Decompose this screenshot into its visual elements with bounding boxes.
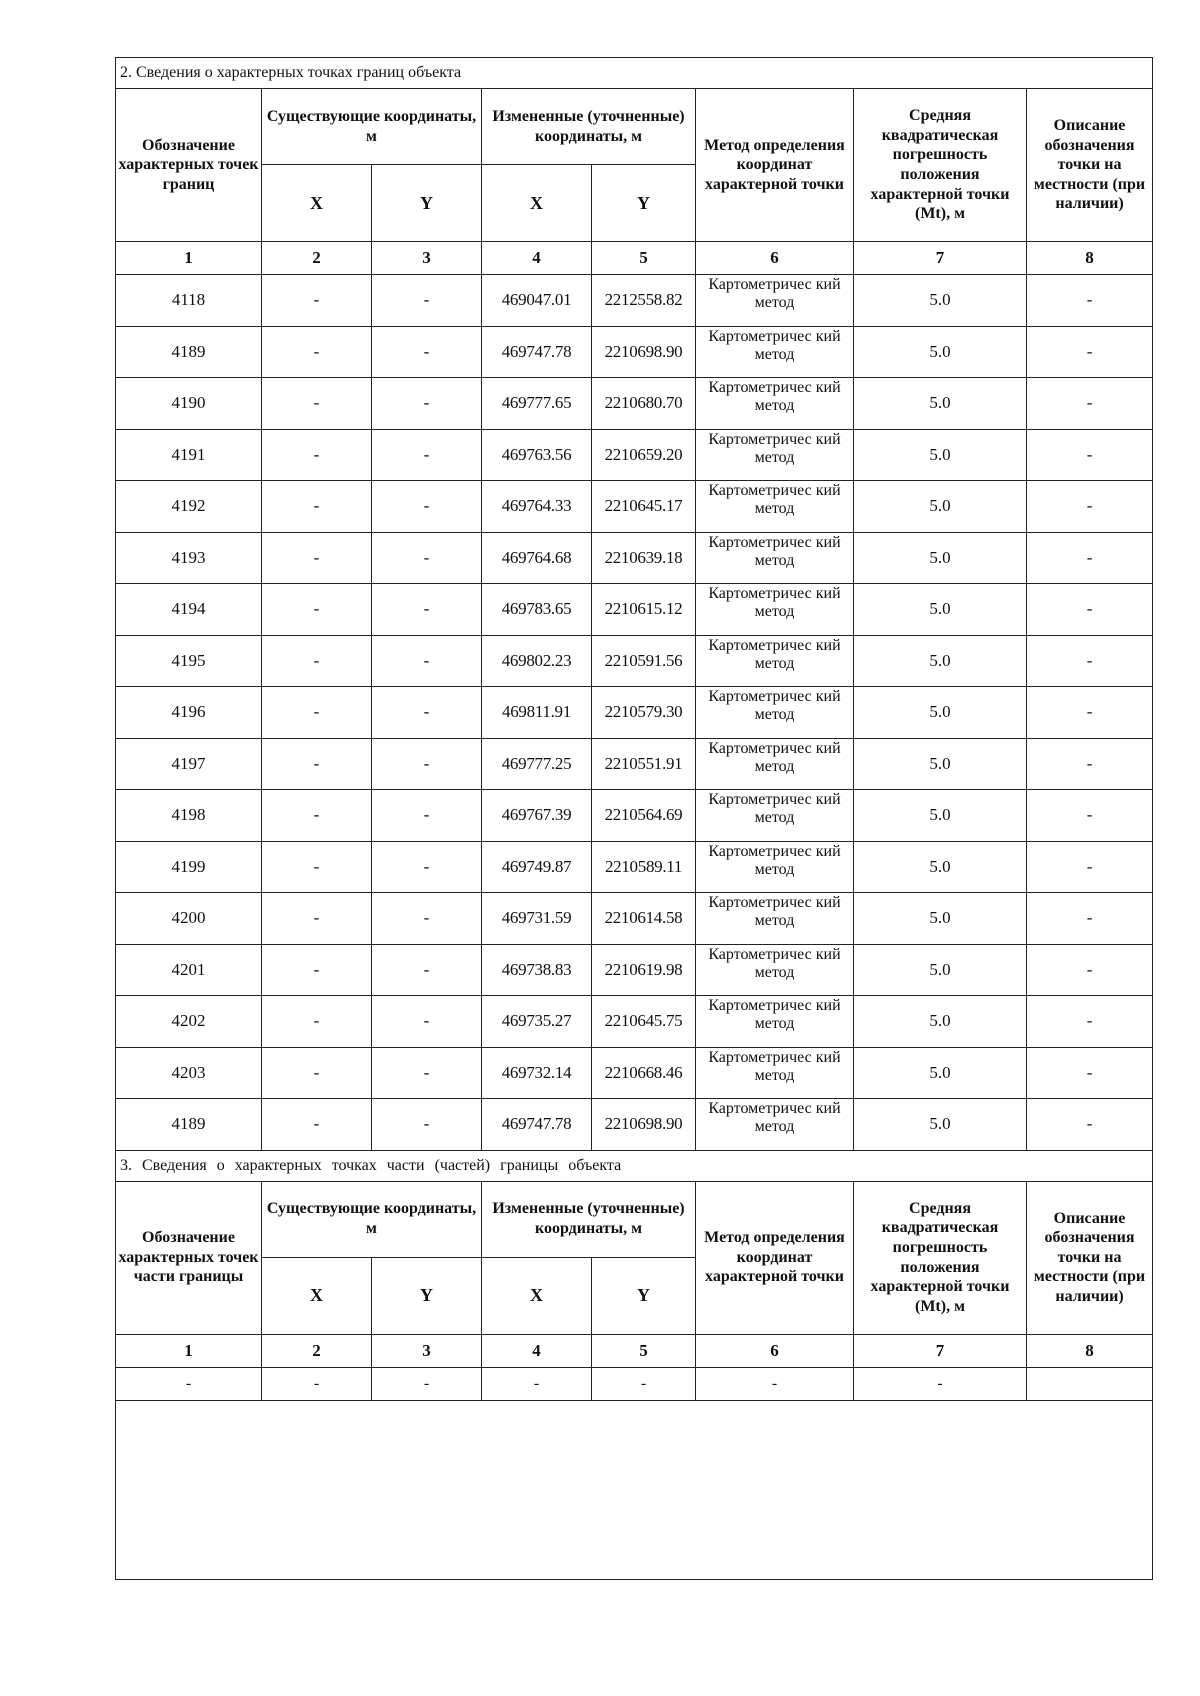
section-3-rows: [116, 1367, 1153, 1400]
changed-y-value: 2210589.11: [592, 841, 696, 893]
description-value: -: [1027, 532, 1153, 584]
table-row: [116, 1099, 1153, 1151]
changed-x-value: 469802.23: [482, 635, 592, 687]
existing-y-value: -: [372, 893, 482, 945]
column-number: 7: [854, 1334, 1027, 1367]
mean-error-value: 5.0: [854, 1047, 1027, 1099]
column-number: 7: [854, 242, 1027, 275]
existing-x-value: -: [262, 378, 372, 430]
method-value: Картометричес кий метод: [696, 532, 854, 584]
column-number-row: [116, 242, 1153, 275]
column-number: 2: [262, 242, 372, 275]
column-number: 3: [372, 1334, 482, 1367]
method-value: Картометричес кий метод: [696, 1047, 854, 1099]
changed-y-value: 2210668.46: [592, 1047, 696, 1099]
existing-x-value: -: [262, 1099, 372, 1151]
section-2-rows: [116, 275, 1153, 1151]
description-value: -: [1027, 841, 1153, 893]
description-value: -: [1027, 584, 1153, 636]
description-value: -: [1027, 996, 1153, 1048]
description-value: -: [1027, 635, 1153, 687]
changed-y-value: 2210645.75: [592, 996, 696, 1048]
column-number: 8: [1027, 1334, 1153, 1367]
changed-x-value: 469735.27: [482, 996, 592, 1048]
table-row: [116, 1367, 1153, 1400]
existing-x-value: -: [262, 326, 372, 378]
table-row: [116, 944, 1153, 996]
changed-x-value: -: [482, 1367, 592, 1400]
existing-y-value: -: [372, 738, 482, 790]
description-value: -: [1027, 738, 1153, 790]
existing-y-value: -: [372, 378, 482, 430]
point-designation: 4190: [116, 378, 262, 430]
point-designation: 4191: [116, 429, 262, 481]
changed-y-value: 2212558.82: [592, 275, 696, 327]
existing-y-value: -: [372, 1099, 482, 1151]
blank-area: [116, 1400, 1153, 1579]
existing-y-value: -: [372, 326, 482, 378]
point-designation: 4193: [116, 532, 262, 584]
changed-x-value: 469764.33: [482, 481, 592, 533]
changed-x-value: 469777.65: [482, 378, 592, 430]
table-row: [116, 790, 1153, 842]
changed-y-value: 2210645.17: [592, 481, 696, 533]
existing-y-value: -: [372, 584, 482, 636]
mean-error-value: 5.0: [854, 275, 1027, 327]
changed-y-value: 2210698.90: [592, 326, 696, 378]
method-value: Картометричес кий метод: [696, 635, 854, 687]
header-changed-y: Y: [592, 165, 696, 242]
method-value: Картометричес кий метод: [696, 738, 854, 790]
column-number: 6: [696, 242, 854, 275]
changed-y-value: 2210564.69: [592, 790, 696, 842]
point-designation: 4197: [116, 738, 262, 790]
description-value: [1027, 1367, 1153, 1400]
method-value: Картометричес кий метод: [696, 275, 854, 327]
column-number: 8: [1027, 242, 1153, 275]
column-number: 5: [592, 1334, 696, 1367]
changed-x-value: 469738.83: [482, 944, 592, 996]
description-value: -: [1027, 275, 1153, 327]
table-row: [116, 1047, 1153, 1099]
mean-error-value: 5.0: [854, 790, 1027, 842]
changed-y-value: 2210551.91: [592, 738, 696, 790]
table-row: [116, 841, 1153, 893]
table-row: [116, 635, 1153, 687]
mean-error-value: 5.0: [854, 996, 1027, 1048]
existing-y-value: -: [372, 635, 482, 687]
description-value: -: [1027, 326, 1153, 378]
header-mean-error: Средняя квадратическая погрешность положения характерной точки (Mt), м: [854, 89, 1027, 242]
mean-error-value: 5.0: [854, 1099, 1027, 1151]
mean-error-value: 5.0: [854, 532, 1027, 584]
column-number: 4: [482, 1334, 592, 1367]
existing-x-value: -: [262, 635, 372, 687]
point-designation: 4203: [116, 1047, 262, 1099]
section-2-title: 2. Сведения о характерных точках границ объекта: [116, 58, 1153, 89]
description-value: -: [1027, 481, 1153, 533]
table-row: [116, 481, 1153, 533]
header-designation: Обозначение характерных точек границ: [116, 89, 262, 242]
description-value: -: [1027, 429, 1153, 481]
header-existing-coords: Существующие координаты, м: [262, 89, 482, 165]
existing-x-value: -: [262, 481, 372, 533]
existing-y-value: -: [372, 532, 482, 584]
table-row: [116, 429, 1153, 481]
method-value: -: [696, 1367, 854, 1400]
existing-x-value: -: [262, 1367, 372, 1400]
description-value: -: [1027, 1099, 1153, 1151]
point-designation: 4202: [116, 996, 262, 1048]
method-value: Картометричес кий метод: [696, 378, 854, 430]
changed-x-value: 469749.87: [482, 841, 592, 893]
existing-x-value: -: [262, 841, 372, 893]
changed-x-value: 469732.14: [482, 1047, 592, 1099]
description-value: -: [1027, 1047, 1153, 1099]
point-designation: 4192: [116, 481, 262, 533]
point-designation: 4189: [116, 1099, 262, 1151]
method-value: Картометричес кий метод: [696, 687, 854, 739]
changed-x-value: 469047.01: [482, 275, 592, 327]
point-designation: 4201: [116, 944, 262, 996]
changed-y-value: 2210680.70: [592, 378, 696, 430]
table-row: [116, 738, 1153, 790]
method-value: Картометричес кий метод: [696, 944, 854, 996]
existing-y-value: -: [372, 429, 482, 481]
existing-y-value: -: [372, 1367, 482, 1400]
method-value: Картометричес кий метод: [696, 893, 854, 945]
existing-x-value: -: [262, 687, 372, 739]
existing-x-value: -: [262, 532, 372, 584]
existing-y-value: -: [372, 1047, 482, 1099]
header-existing-y: Y: [372, 1257, 482, 1334]
column-number: 1: [116, 242, 262, 275]
section-3-title: 3. Сведения о характерных точках части (частей) границы объекта: [116, 1150, 1153, 1181]
mean-error-value: 5.0: [854, 841, 1027, 893]
empty-space: [116, 1400, 1153, 1579]
column-number-row: [116, 1334, 1153, 1367]
changed-y-value: 2210639.18: [592, 532, 696, 584]
mean-error-value: 5.0: [854, 738, 1027, 790]
changed-x-value: 469747.78: [482, 326, 592, 378]
table-row: [116, 378, 1153, 430]
point-designation: 4199: [116, 841, 262, 893]
table-row: [116, 996, 1153, 1048]
header-changed-coords: Измененные (уточненные) координаты, м: [482, 1181, 696, 1257]
mean-error-value: 5.0: [854, 635, 1027, 687]
header-description: Описание обозначения точки на местности (при наличии): [1027, 89, 1153, 242]
existing-y-value: -: [372, 996, 482, 1048]
changed-y-value: 2210579.30: [592, 687, 696, 739]
point-designation: 4118: [116, 275, 262, 327]
header-existing-y: Y: [372, 165, 482, 242]
changed-x-value: 469783.65: [482, 584, 592, 636]
section-2: [116, 58, 1153, 275]
header-changed-y: Y: [592, 1257, 696, 1334]
description-value: -: [1027, 790, 1153, 842]
changed-y-value: -: [592, 1367, 696, 1400]
header-changed-x: X: [482, 1257, 592, 1334]
existing-y-value: -: [372, 481, 482, 533]
column-number: 1: [116, 1334, 262, 1367]
existing-x-value: -: [262, 275, 372, 327]
section-3: [116, 1150, 1153, 1367]
header-changed-coords: Измененные (уточненные) координаты, м: [482, 89, 696, 165]
mean-error-value: 5.0: [854, 481, 1027, 533]
coordinates-table: [115, 57, 1153, 1580]
point-designation: 4189: [116, 326, 262, 378]
existing-x-value: -: [262, 738, 372, 790]
header-changed-x: X: [482, 165, 592, 242]
mean-error-value: 5.0: [854, 378, 1027, 430]
table-row: [116, 687, 1153, 739]
existing-y-value: -: [372, 790, 482, 842]
existing-x-value: -: [262, 893, 372, 945]
column-number: 6: [696, 1334, 854, 1367]
column-number: 2: [262, 1334, 372, 1367]
existing-y-value: -: [372, 687, 482, 739]
method-value: Картометричес кий метод: [696, 790, 854, 842]
method-value: Картометричес кий метод: [696, 1099, 854, 1151]
mean-error-value: 5.0: [854, 326, 1027, 378]
point-designation: 4200: [116, 893, 262, 945]
existing-y-value: -: [372, 841, 482, 893]
changed-y-value: 2210591.56: [592, 635, 696, 687]
existing-x-value: -: [262, 429, 372, 481]
changed-x-value: 469764.68: [482, 532, 592, 584]
point-designation: 4198: [116, 790, 262, 842]
header-existing-x: X: [262, 1257, 372, 1334]
changed-y-value: 2210619.98: [592, 944, 696, 996]
point-designation: 4196: [116, 687, 262, 739]
mean-error-value: -: [854, 1367, 1027, 1400]
changed-y-value: 2210615.12: [592, 584, 696, 636]
mean-error-value: 5.0: [854, 429, 1027, 481]
existing-x-value: -: [262, 996, 372, 1048]
table-row: [116, 326, 1153, 378]
table-row: [116, 275, 1153, 327]
changed-x-value: 469811.91: [482, 687, 592, 739]
existing-y-value: -: [372, 944, 482, 996]
point-designation: 4195: [116, 635, 262, 687]
changed-x-value: 469763.56: [482, 429, 592, 481]
changed-x-value: 469747.78: [482, 1099, 592, 1151]
column-number: 4: [482, 242, 592, 275]
table-row: [116, 532, 1153, 584]
mean-error-value: 5.0: [854, 687, 1027, 739]
method-value: Картометричес кий метод: [696, 326, 854, 378]
existing-x-value: -: [262, 1047, 372, 1099]
column-number: 3: [372, 242, 482, 275]
description-value: -: [1027, 944, 1153, 996]
changed-y-value: 2210659.20: [592, 429, 696, 481]
column-number: 5: [592, 242, 696, 275]
header-existing-x: X: [262, 165, 372, 242]
table-row: [116, 584, 1153, 636]
existing-x-value: -: [262, 584, 372, 636]
method-value: Картометричес кий метод: [696, 584, 854, 636]
header-existing-coords: Существующие координаты, м: [262, 1181, 482, 1257]
cadastral-document: [115, 57, 1152, 1580]
header-description: Описание обозначения точки на местности (при наличии): [1027, 1181, 1153, 1334]
method-value: Картометричес кий метод: [696, 429, 854, 481]
description-value: -: [1027, 893, 1153, 945]
mean-error-value: 5.0: [854, 893, 1027, 945]
method-value: Картометричес кий метод: [696, 841, 854, 893]
changed-x-value: 469767.39: [482, 790, 592, 842]
mean-error-value: 5.0: [854, 584, 1027, 636]
existing-x-value: -: [262, 944, 372, 996]
existing-x-value: -: [262, 790, 372, 842]
existing-y-value: -: [372, 275, 482, 327]
header-designation: Обозначение характерных точек части границы: [116, 1181, 262, 1334]
changed-y-value: 2210698.90: [592, 1099, 696, 1151]
method-value: Картометричес кий метод: [696, 996, 854, 1048]
mean-error-value: 5.0: [854, 944, 1027, 996]
point-designation: 4194: [116, 584, 262, 636]
header-method: Метод определения координат характерной точки: [696, 89, 854, 242]
point-designation: -: [116, 1367, 262, 1400]
changed-x-value: 469777.25: [482, 738, 592, 790]
description-value: -: [1027, 687, 1153, 739]
description-value: -: [1027, 378, 1153, 430]
changed-x-value: 469731.59: [482, 893, 592, 945]
method-value: Картометричес кий метод: [696, 481, 854, 533]
header-mean-error: Средняя квадратическая погрешность положения характерной точки (Mt), м: [854, 1181, 1027, 1334]
changed-y-value: 2210614.58: [592, 893, 696, 945]
header-method: Метод определения координат характерной точки: [696, 1181, 854, 1334]
table-row: [116, 893, 1153, 945]
